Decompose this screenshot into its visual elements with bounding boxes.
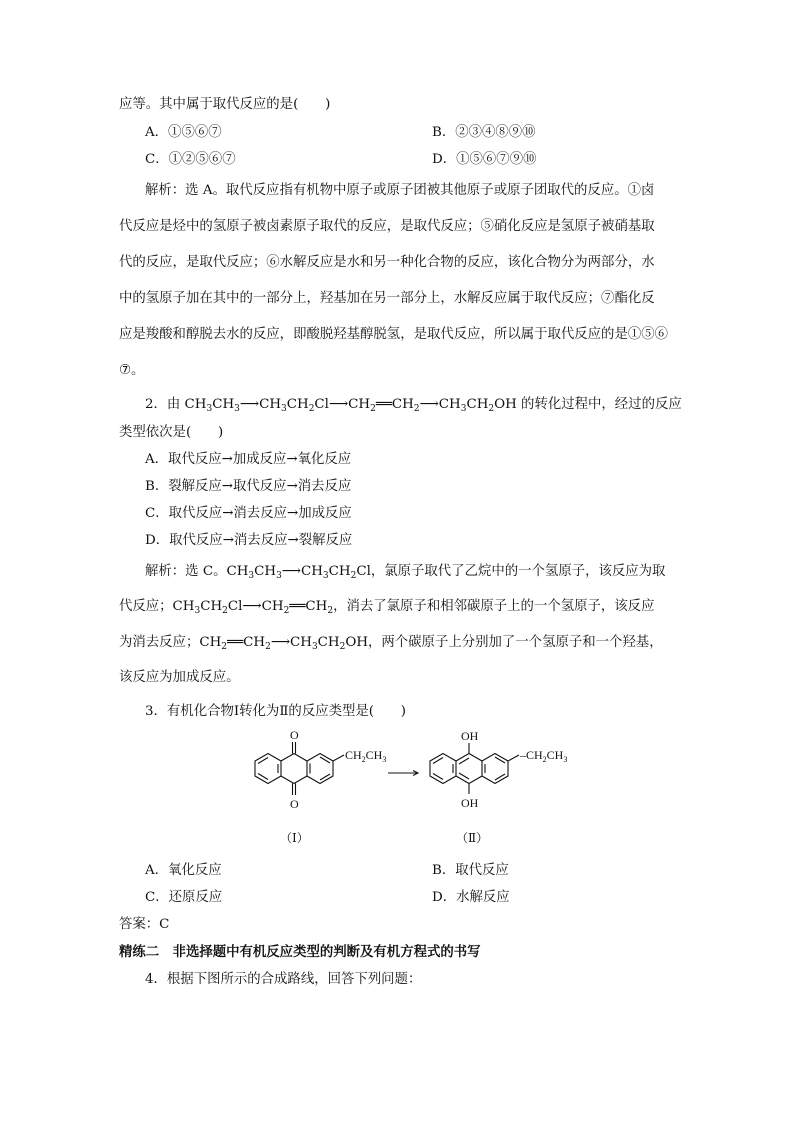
compound-1-label: （Ⅰ）	[280, 831, 309, 845]
q2-explanation-line: 该反应为加成反应。	[119, 670, 240, 685]
q1-option-a: A．①⑤⑥⑦	[145, 125, 222, 140]
q2-explanation-line: 解析：选 C。$CH_3CH_3⟶CH_3CH_2Cl$，氯原子取代了乙烷中的一个氢原子，该反应为取	[145, 564, 666, 581]
q3-option-d: D．水解反应	[432, 890, 510, 905]
q1-option-d: D．①⑤⑥⑦⑨⑩	[432, 152, 537, 167]
q2-option-a: A．取代反应→加成反应→氧化反应	[145, 452, 352, 467]
q1-explanation-line: 代反应是烃中的氢原子被卤素原子取代的反应，是取代反应；⑤硝化反应是氢原子被硝基取	[119, 219, 655, 234]
q2-explanation-line: 为消去反应；$CH_2══CH_2⟶CH_3CH_2OH$，两个碳原子上分别加了一个氢原子和一个羟基，	[119, 635, 663, 652]
q3-option-c: C．还原反应	[145, 890, 223, 905]
q1-explanation-line: 中的氢原子加在其中的一部分上，羟基加在另一部分上，水解反应属于取代反应；⑦酯化反	[119, 291, 655, 306]
hydroxyl-top-label: OH	[461, 729, 479, 743]
ethyl-group-2: $-CH_2CH_3$	[520, 748, 568, 764]
section-heading: 精练二 非选择题中有机反应类型的判断及有机方程式的书写	[119, 944, 481, 960]
q1-explanation-line: 应是羧酸和醇脱去水的反应，即酸脱羟基醇脱氢，是取代反应，所以属于取代反应的是①⑤⑥	[119, 327, 669, 342]
oxygen-bottom-label: O	[290, 797, 299, 811]
oxygen-top-label: O	[290, 728, 299, 742]
q1-option-b: B．②③④⑧⑨⑩	[432, 125, 536, 140]
q1-explanation-line: 解析：选 A。取代反应指有机物中原子或原子团被其他原子或原子团取代的反应。①卤	[145, 183, 655, 198]
q2-option-c: C．取代反应→消去反应→加成反应	[145, 506, 352, 521]
ethyl-group-1: $CH_2CH_3$	[345, 748, 387, 764]
compound-2-label: （Ⅱ）	[456, 831, 489, 845]
q1-explanation-line: 代的反应，是取代反应；⑥水解反应是水和另一种化合物的反应，该化合物分为两部分，水	[119, 255, 655, 270]
q1-stem-tail: 应等。其中属于取代反应的是( )	[119, 97, 331, 112]
hydroxyl-bottom-label: OH	[461, 796, 479, 810]
q2-option-b: B．裂解反应→取代反应→消去反应	[145, 479, 352, 494]
q1-option-c: C．①②⑤⑥⑦	[145, 152, 236, 167]
q3-stem: 3．有机化合物Ⅰ转化为Ⅱ的反应类型是( )	[145, 704, 406, 719]
q1-explanation-line: ⑦。	[119, 363, 145, 378]
q2-explanation-line: 代反应；$CH_3CH_2Cl⟶CH_2══CH_2$，消去了氯原子和相邻碳原子上的一个氢原子，该反应	[119, 599, 655, 616]
q3-option-b: B．取代反应	[432, 863, 509, 878]
reaction-diagram	[240, 726, 580, 856]
q3-answer: 答案：C	[119, 917, 170, 932]
q2-option-d: D．取代反应→消去反应→裂解反应	[145, 533, 353, 548]
q3-option-a: A．氧化反应	[145, 863, 222, 878]
q2-stem: 2．由 $CH_3CH_3⟶CH_3CH_2Cl⟶CH_2══CH_2⟶CH_3CH_2OH$ 的转化过程中，经过的反应	[145, 397, 682, 414]
q2-stem-line2: 类型依次是( )	[119, 425, 224, 440]
q4-stem: 4．根据下图所示的合成路线，回答下列问题：	[145, 972, 422, 987]
